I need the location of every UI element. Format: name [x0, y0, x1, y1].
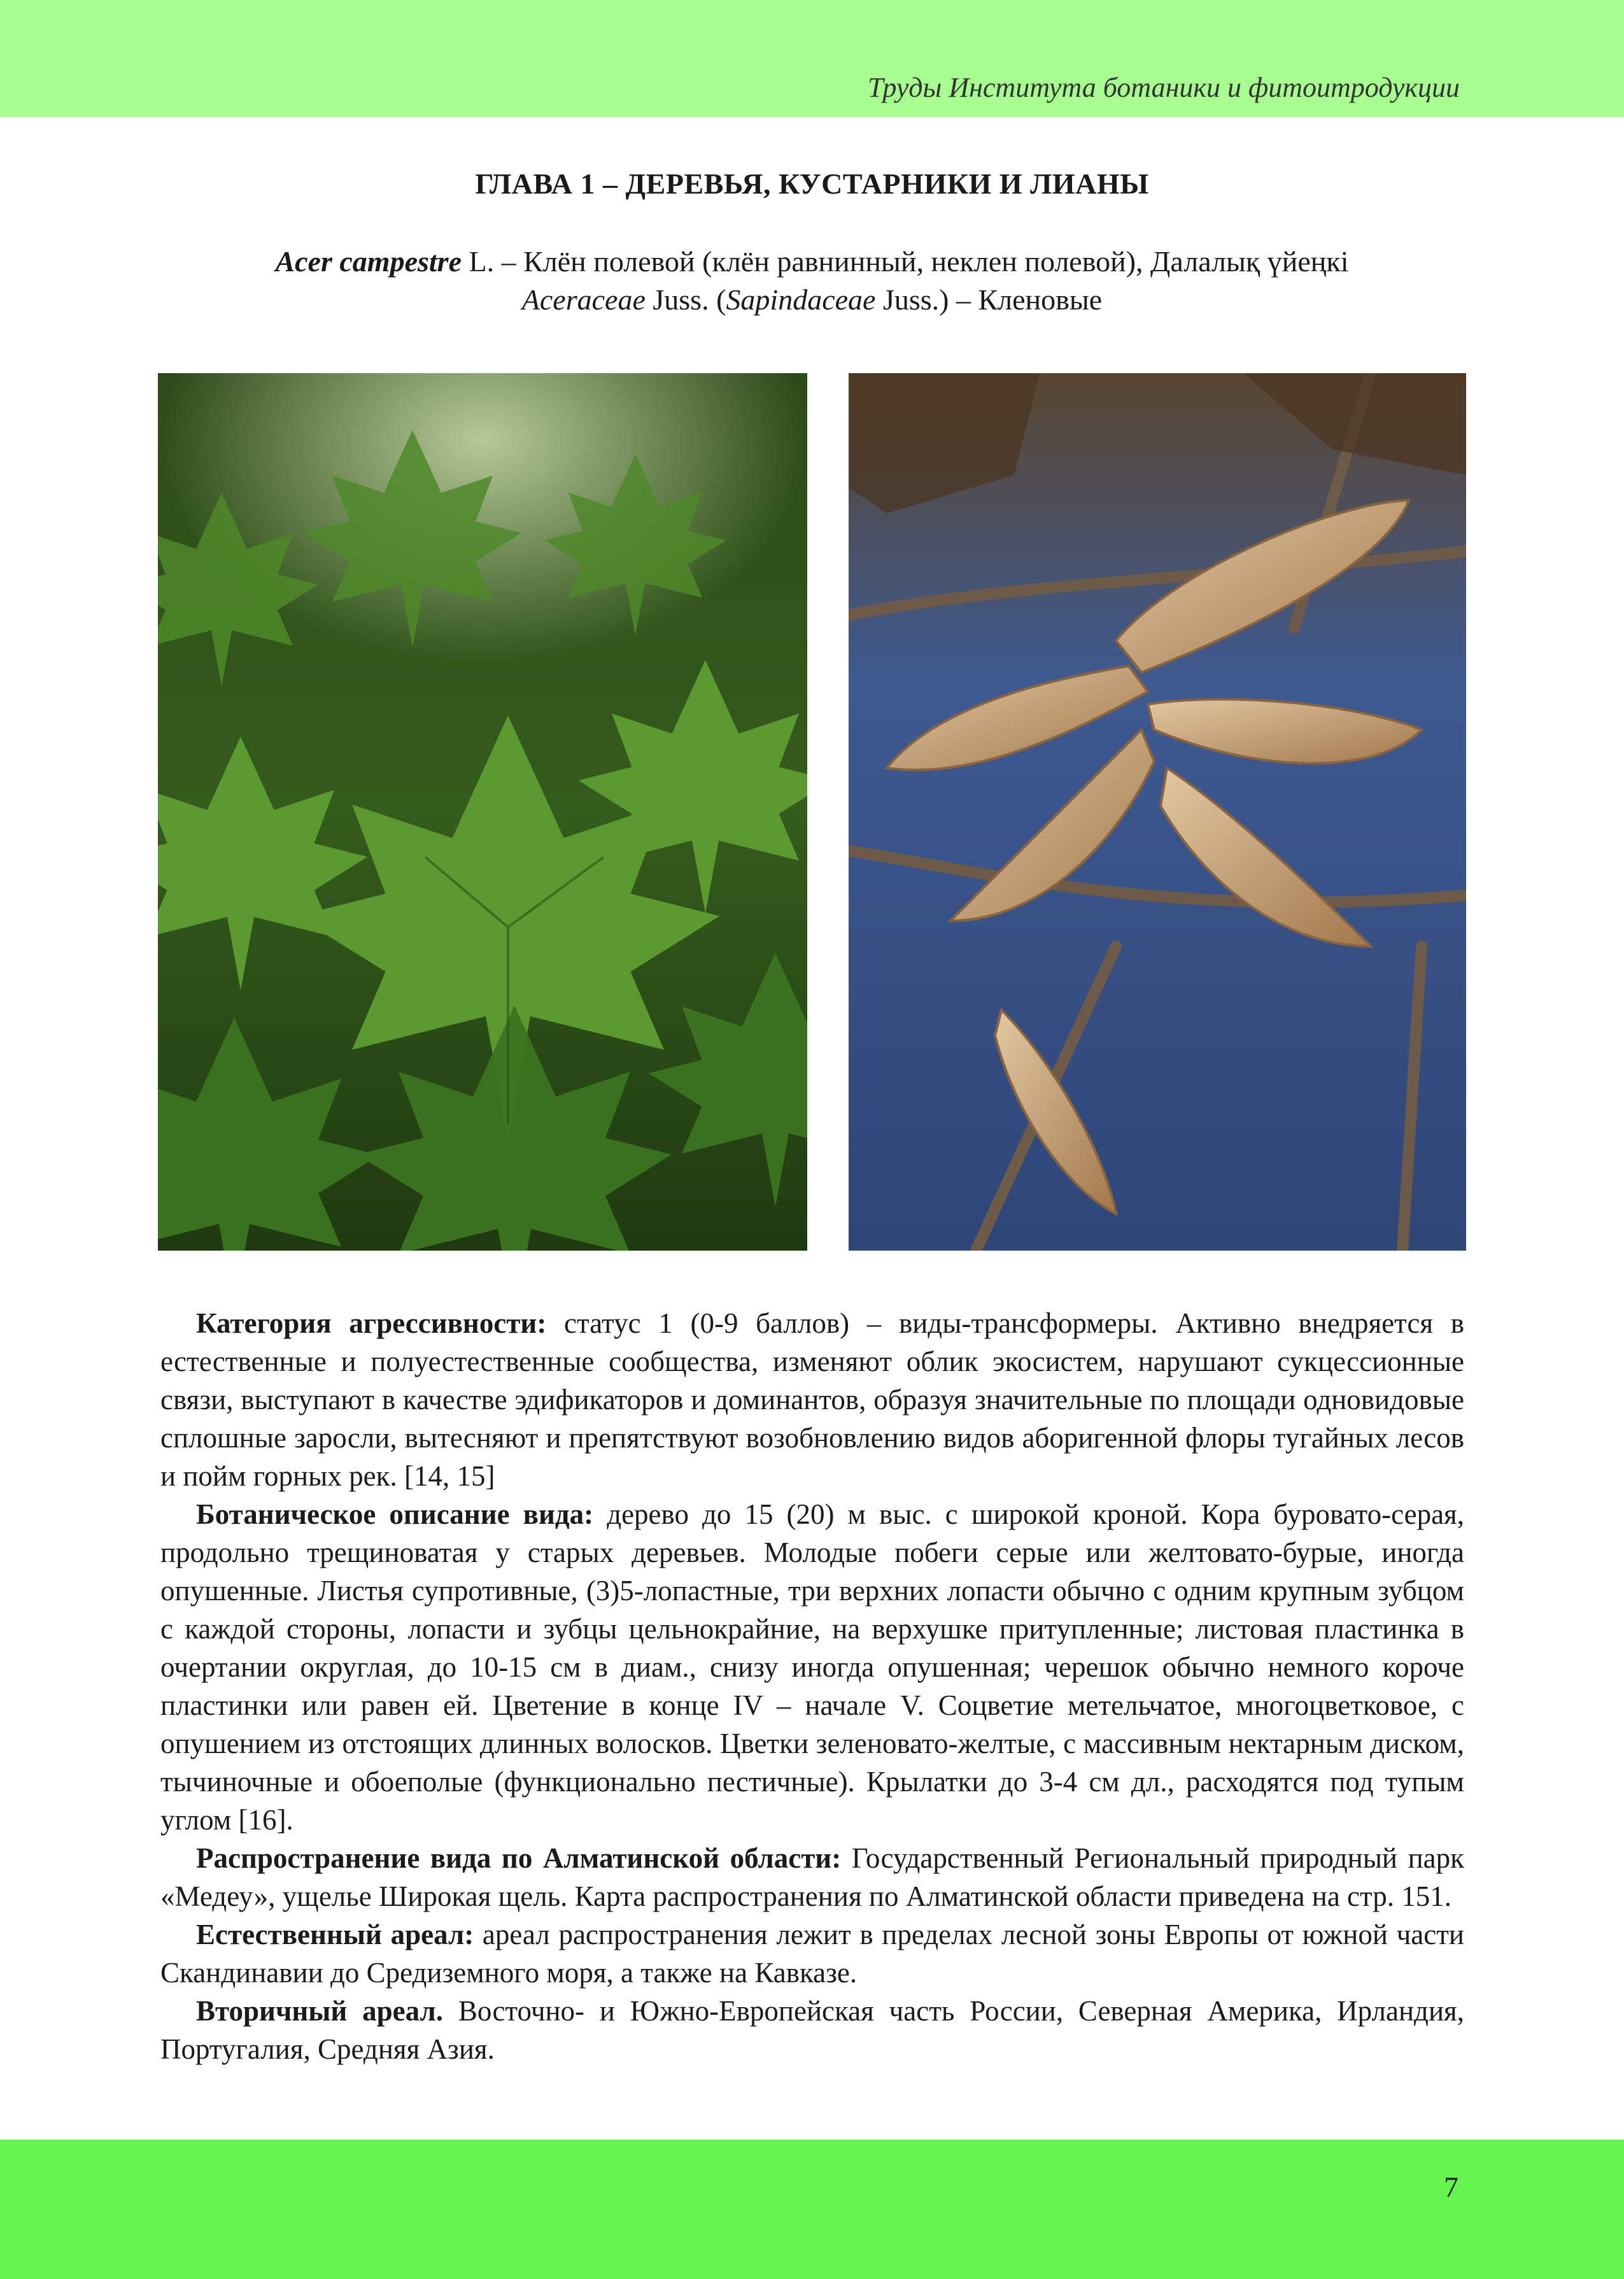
body-text — [160, 1304, 1464, 2068]
species-name-line — [0, 245, 1624, 278]
family-author: Juss. — [653, 283, 709, 316]
alt-family-latin: Sapindaceae — [726, 283, 876, 316]
section-text: ареал распространения лежит в пределах лесной зоны Европы от южной части Скандинавии до Средиземного моря, а также на Кавказе. — [160, 1919, 1464, 1989]
family-russian: – Кленовые — [956, 283, 1103, 316]
maple-samaras-photo — [849, 373, 1466, 1251]
section-label: Ботаническое описание вида: — [196, 1498, 594, 1530]
page-number: 7 — [1444, 2171, 1458, 2203]
section-text: статус 1 (0-9 баллов) – виды-трансформеры. Активно внедряется в естественные и полуестественные сообщества, изменяют облик экосистем, нарушают сукцессионные связи, выступают в качестве эдификаторов и доминантов, образуя значительные по площади одновидовые сплошные заросли, вытесняют и препятствуют возобновлению видов аборигенной флоры тугайных лесов и пойм горных рек. [14, 15] — [160, 1307, 1464, 1492]
chapter-title: ГЛАВА 1 – ДЕРЕВЬЯ, КУСТАРНИКИ И ЛИАНЫ — [475, 167, 1149, 200]
journal-title: Труды Института ботаники и фитоитродукции — [868, 72, 1460, 103]
section-label: Естественный ареал: — [196, 1919, 474, 1950]
section-label: Распространение вида по Алматинской области: — [196, 1842, 842, 1874]
maple-leaves-icon — [158, 373, 807, 1251]
section-text: дерево до 15 (20) м выс. с широкой кроной. Кора буровато-серая, продольно трещиноватая у старых деревьев. Молодые побеги серые или желтовато-бурые, иногда опушенные. Листья супротивные, (3)5-лопастные, три верхних лопасти обычно с одним крупным зубцом с каждой стороны, лопасти и зубцы цельнокрайние, на верхушке притупленные; листовая пластинка в очертании округлая, до 10-15 см в диам., снизу иногда опушенная; черешок обычно немного короче пластинки или равен ей. Цветение в конце IV – начале V. Соцветие метельчатое, многоцветковое, с опушением из отстоящих длинных волосков. Цветки зеленовато-желтые, с массивным нектарным диском, тычиночные и обоеполые (функционально пестичные). Крылатки до 3-4 см дл., расходятся под тупым углом [16]. — [160, 1498, 1464, 1836]
maple-samaras-icon — [849, 373, 1466, 1251]
section-distribution — [160, 1839, 1464, 1915]
section-text: Государственный Региональный природный парк «Медеу», ущелье Широкая щель. Карта распространения по Алматинской области приведена на стр. 151. — [160, 1842, 1464, 1912]
species-common-names: – Клён полевой (клён равнинный, неклен полевой), Далалық үйеңкі — [501, 245, 1349, 278]
family-latin: Aceraceae — [521, 283, 646, 316]
section-secondary-range — [160, 1992, 1464, 2068]
section-label: Категория агрессивности: — [196, 1307, 547, 1339]
section-label: Вторичный ареал. — [196, 1995, 444, 2027]
species-author: L. — [469, 245, 495, 278]
family-line — [0, 283, 1624, 316]
section-botanical-description — [160, 1495, 1464, 1839]
alt-family-open: ( — [716, 283, 726, 316]
section-natural-range — [160, 1915, 1464, 1992]
species-latin: Acer campestre — [275, 245, 462, 278]
section-text: Восточно- и Южно-Европейская часть России, Северная Америка, Ирландия, Португалия, Средняя Азия. — [160, 1995, 1464, 2065]
alt-family-author: Juss.) — [882, 283, 949, 316]
footer-band — [0, 2140, 1624, 2279]
maple-leaves-photo — [158, 373, 807, 1251]
section-aggressiveness — [160, 1304, 1464, 1495]
